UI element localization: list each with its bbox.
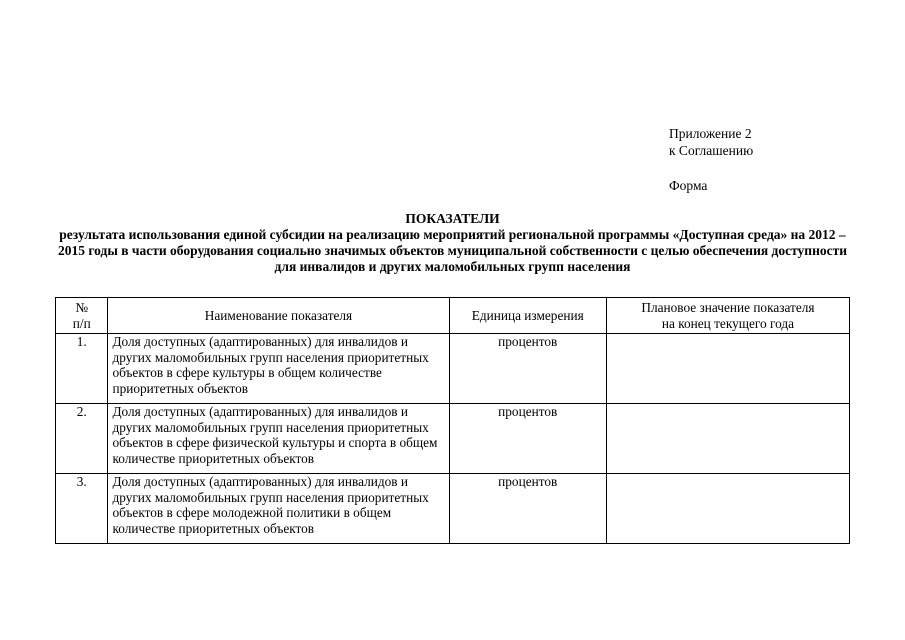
appendix-number: Приложение 2 [669,126,752,141]
table-row [56,334,850,404]
table-row [56,404,850,474]
row-name: Доля доступных (адаптированных) для инвалидов и других маломобильных групп населения приоритетных объектов в сфере физической культуры и спорта в общем количестве приоритетных объектов [108,404,449,474]
appendix-block [669,125,753,194]
row-unit: процентов [449,474,606,544]
row-name: Доля доступных (адаптированных) для инвалидов и других маломобильных групп населения приоритетных объектов в сфере культуры в общем количестве приоритетных объектов [108,334,449,404]
row-name: Доля доступных (адаптированных) для инвалидов и других маломобильных групп населения приоритетных объектов в сфере молодежной политики в общем количестве приоритетных объектов [108,474,449,544]
row-unit: процентов [449,334,606,404]
header-plan: Плановое значение показателя на конец текущего года [606,298,849,334]
document-title-block [45,211,860,275]
form-label: Форма [669,178,708,193]
header-name: Наименование показателя [108,298,449,334]
indicators-table [55,297,850,544]
document-subtitle: результата использования единой субсидии на реализацию мероприятий региональной программы «Доступная среда» на 2012 – 2015 годы в части оборудования социально значимых объектов муниципальной собственности с целью обеспечения доступности для инвалидов и других маломобильных групп населения [57,227,848,274]
row-num: 3. [56,474,108,544]
row-num: 2. [56,404,108,474]
row-plan-value [606,334,849,404]
table-header-row [56,298,850,334]
header-num: № п/п [56,298,108,334]
header-unit: Единица измерения [449,298,606,334]
row-num: 1. [56,334,108,404]
table-row [56,474,850,544]
document-heading: ПОКАЗАТЕЛИ [405,211,500,226]
row-unit: процентов [449,404,606,474]
row-plan-value [606,474,849,544]
row-plan-value [606,404,849,474]
appendix-reference: к Соглашению [669,143,754,158]
